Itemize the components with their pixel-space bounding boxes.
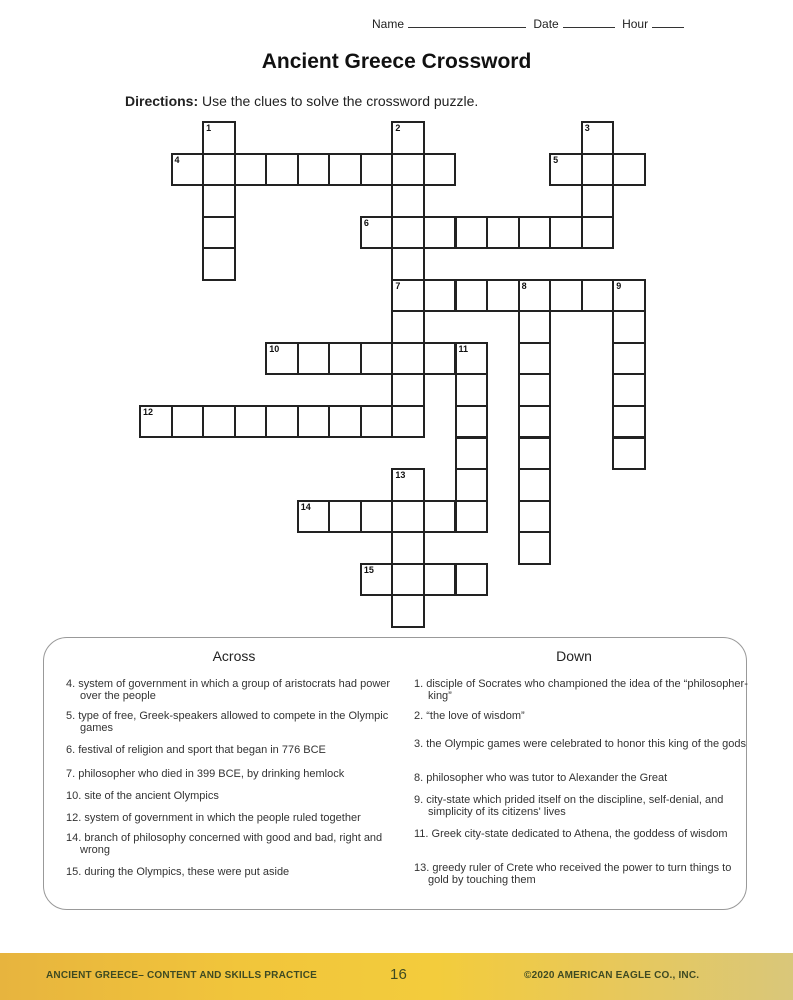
grid-cell[interactable]	[202, 405, 236, 439]
grid-cell[interactable]	[612, 405, 646, 439]
grid-cell[interactable]	[486, 216, 520, 250]
grid-cell[interactable]	[612, 279, 646, 313]
grid-cell[interactable]	[423, 342, 457, 376]
grid-cell[interactable]	[297, 500, 331, 534]
clue-number: 5	[553, 154, 559, 165]
footer-book-title: ANCIENT GREECE– CONTENT AND SKILLS PRACTICE	[46, 970, 318, 981]
grid-cell[interactable]	[202, 247, 236, 281]
grid-cell[interactable]	[518, 373, 552, 407]
page-number: 16	[390, 966, 408, 983]
grid-cell[interactable]	[518, 531, 552, 565]
across-clue: 12. system of government in which the people ruled together	[66, 812, 361, 824]
grid-cell[interactable]	[391, 342, 425, 376]
grid-cell[interactable]	[360, 563, 394, 597]
student-info-line	[372, 16, 688, 31]
grid-cell[interactable]	[455, 279, 489, 313]
grid-cell[interactable]	[423, 563, 457, 597]
grid-cell[interactable]	[581, 121, 615, 155]
grid-cell[interactable]	[391, 468, 425, 502]
down-heading: Down	[556, 648, 592, 664]
grid-cell[interactable]	[518, 342, 552, 376]
grid-cell[interactable]	[328, 342, 362, 376]
grid-cell[interactable]	[391, 563, 425, 597]
grid-cell[interactable]	[171, 405, 205, 439]
grid-cell[interactable]	[423, 153, 457, 187]
grid-cell[interactable]	[391, 121, 425, 155]
grid-cell[interactable]	[518, 405, 552, 439]
grid-cell[interactable]	[202, 216, 236, 250]
grid-cell[interactable]	[328, 500, 362, 534]
grid-cell[interactable]	[202, 153, 236, 187]
footer-copyright: ©2020 AMERICAN EAGLE CO., INC.	[524, 970, 700, 981]
hour-field[interactable]	[652, 16, 684, 28]
grid-cell[interactable]	[171, 153, 205, 187]
hour-label: Hour	[622, 17, 649, 31]
grid-cell[interactable]	[455, 216, 489, 250]
grid-cell[interactable]	[265, 405, 299, 439]
grid-cell[interactable]	[581, 216, 615, 250]
clue-number: 1	[206, 123, 212, 133]
grid-cell[interactable]	[234, 153, 268, 187]
clue-number: 3	[584, 123, 590, 133]
grid-cell[interactable]	[328, 405, 362, 439]
clue-number: 7	[395, 280, 401, 291]
clue-number: 15	[363, 564, 374, 575]
grid-cell[interactable]	[360, 153, 394, 187]
grid-cell[interactable]	[202, 184, 236, 218]
grid-cell[interactable]	[139, 405, 173, 439]
grid-cell[interactable]	[391, 216, 425, 250]
grid-cell[interactable]	[612, 342, 646, 376]
down-clue: 3. the Olympic games were celebrated to honor this king of the gods	[414, 738, 747, 750]
grid-cell[interactable]	[486, 279, 520, 313]
down-clue: 9. city-state which prided itself on the discipline, self-denial, and simplicity of its citizens' lives	[414, 794, 724, 818]
grid-cell[interactable]	[328, 153, 362, 187]
grid-cell[interactable]	[423, 500, 457, 534]
across-clue: 7. philosopher who died in 399 BCE, by drinking hemlock	[66, 768, 345, 780]
clue-number: 14	[300, 501, 311, 512]
grid-cell[interactable]	[202, 121, 236, 155]
grid-cell[interactable]	[297, 342, 331, 376]
grid-cell[interactable]	[297, 405, 331, 439]
grid-cell[interactable]	[391, 184, 425, 218]
down-clue: 1. disciple of Socrates who championed the idea of the “philosopher-king”	[414, 678, 748, 702]
down-clue: 8. philosopher who was tutor to Alexander the Great	[414, 772, 668, 784]
grid-cell[interactable]	[455, 342, 489, 376]
directions-text: Use the clues to solve the crossword puzzle.	[202, 93, 479, 109]
grid-cell[interactable]	[423, 279, 457, 313]
grid-cell[interactable]	[391, 247, 425, 281]
grid-cell[interactable]	[518, 279, 552, 313]
grid-cell[interactable]	[518, 310, 552, 344]
clue-number: 12	[143, 406, 154, 417]
clue-number: 11	[458, 343, 469, 354]
across-clue: 6. festival of religion and sport that began in 776 BCE	[66, 744, 326, 756]
name-label: Name	[372, 17, 405, 31]
grid-cell[interactable]	[360, 342, 394, 376]
page-footer	[0, 953, 793, 1000]
grid-cell[interactable]	[360, 500, 394, 534]
across-clue: 14. branch of philosophy concerned with good and bad, right and wrong	[66, 832, 383, 856]
grid-cell[interactable]	[265, 153, 299, 187]
grid-cell[interactable]	[391, 531, 425, 565]
grid-cell[interactable]	[391, 500, 425, 534]
clue-number: 10	[269, 343, 280, 354]
clue-number: 2	[395, 123, 401, 133]
directions-label: Directions:	[125, 93, 199, 109]
grid-cell[interactable]	[518, 437, 552, 471]
date-label: Date	[533, 17, 559, 31]
clue-number: 4	[174, 154, 180, 165]
grid-cell[interactable]	[612, 153, 646, 187]
clue-number: 13	[395, 470, 406, 481]
grid-cell[interactable]	[455, 437, 489, 471]
grid-cell[interactable]	[455, 468, 489, 502]
grid-cell[interactable]	[455, 405, 489, 439]
name-field[interactable]	[408, 16, 526, 28]
across-clue: 5. type of free, Greek-speakers allowed to compete in the Olympic games	[66, 710, 389, 734]
grid-cell[interactable]	[234, 405, 268, 439]
across-heading: Across	[212, 648, 256, 664]
grid-cell[interactable]	[391, 594, 425, 628]
grid-cell[interactable]	[423, 216, 457, 250]
grid-cell[interactable]	[549, 153, 583, 187]
grid-cell[interactable]	[391, 279, 425, 313]
grid-cell[interactable]	[391, 405, 425, 439]
date-field[interactable]	[563, 16, 615, 28]
grid-cell[interactable]	[612, 310, 646, 344]
grid-cell[interactable]	[581, 279, 615, 313]
down-clue: 11. Greek city-state dedicated to Athena, the goddess of wisdom	[414, 828, 728, 840]
grid-cell[interactable]	[581, 184, 615, 218]
clue-number: 8	[521, 280, 527, 291]
grid-cell[interactable]	[360, 405, 394, 439]
clue-number: 9	[616, 280, 622, 291]
clue-number: 6	[363, 217, 369, 228]
down-clue: 2. “the love of wisdom”	[414, 710, 525, 722]
grid-cell[interactable]	[297, 153, 331, 187]
grid-cell[interactable]	[391, 373, 425, 407]
across-clue: 4. system of government in which a group of aristocrats had power over the people	[66, 678, 391, 702]
across-clue: 15. during the Olympics, these were put aside	[66, 866, 290, 878]
grid-cell[interactable]	[549, 216, 583, 250]
grid-cell[interactable]	[518, 500, 552, 534]
grid-cell[interactable]	[518, 468, 552, 502]
grid-cell[interactable]	[391, 153, 425, 187]
grid-cell[interactable]	[455, 563, 489, 597]
page-title: Ancient Greece Crossword	[261, 50, 532, 73]
grid-cell[interactable]	[360, 216, 394, 250]
across-clue: 10. site of the ancient Olympics	[66, 790, 219, 802]
directions	[125, 93, 478, 109]
grid-cell[interactable]	[581, 153, 615, 187]
grid-cell[interactable]	[549, 279, 583, 313]
grid-cell[interactable]	[455, 500, 489, 534]
grid-cell[interactable]	[518, 216, 552, 250]
clues-box	[43, 637, 747, 910]
down-clue: 13. greedy ruler of Crete who received the power to turn things to gold by touching them	[414, 862, 732, 886]
grid-cell[interactable]	[612, 437, 646, 471]
grid-cell[interactable]	[455, 373, 489, 407]
grid-cell[interactable]	[612, 373, 646, 407]
grid-cell[interactable]	[391, 310, 425, 344]
grid-cell[interactable]	[265, 342, 299, 376]
